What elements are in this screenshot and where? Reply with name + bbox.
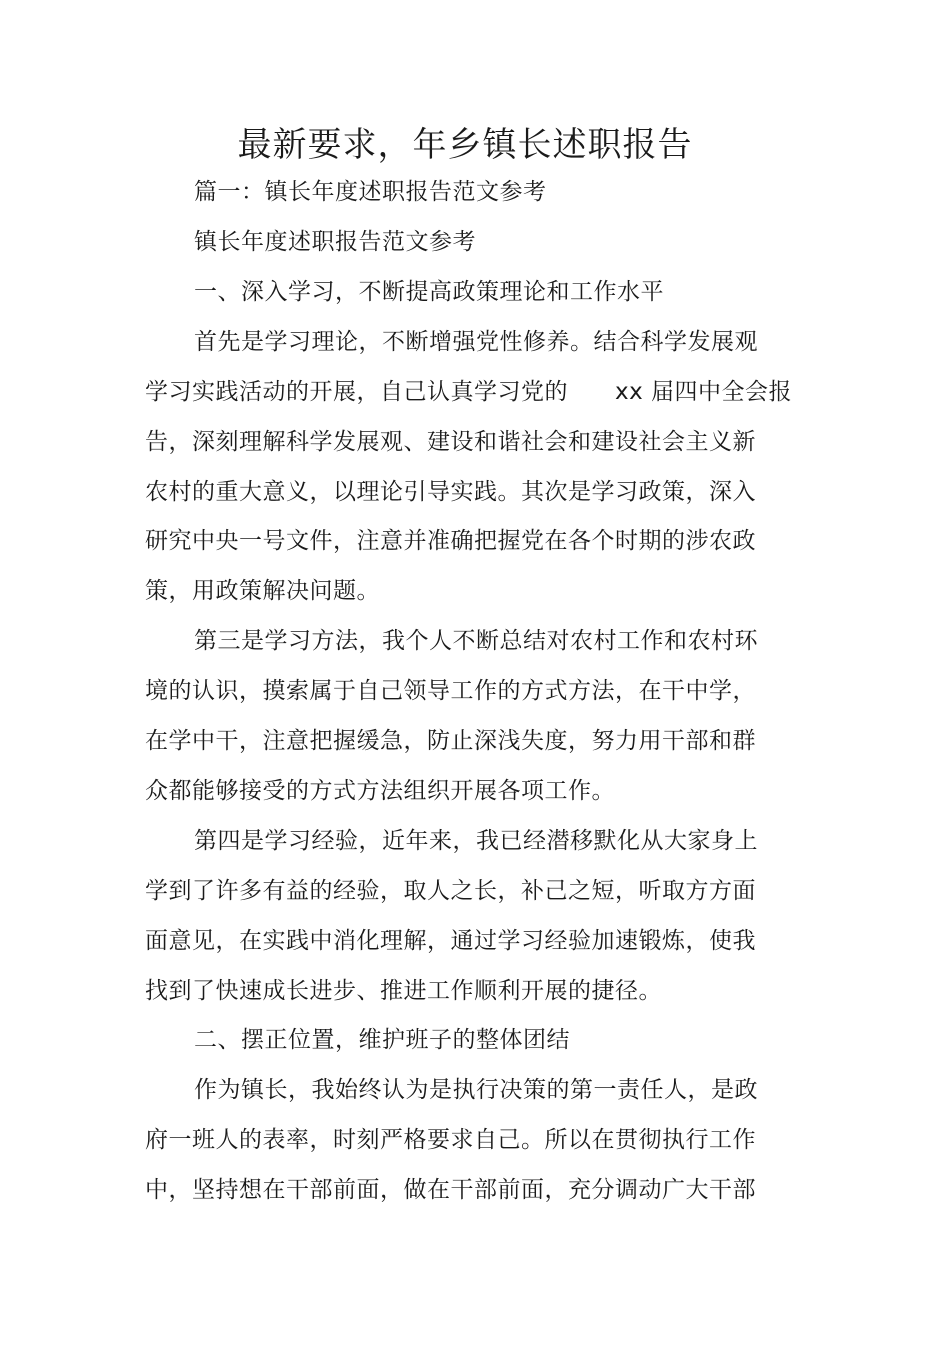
paragraph-line: 府一班人的表率，时刻严格要求自己。所以在贯彻执行工作 bbox=[145, 1127, 756, 1153]
paragraph-line: 作为镇长，我始终认为是执行决策的第一责任人，是政 bbox=[194, 1077, 758, 1103]
paragraph-line: 找到了快速成长进步、推进工作顺利开展的捷径。 bbox=[145, 978, 662, 1004]
paragraph-line: 农村的重大意义，以理论引导实践。其次是学习政策，深入 bbox=[145, 479, 756, 505]
paragraph-line: 第四是学习经验，近年来，我已经潜移默化从大家身上 bbox=[194, 828, 758, 854]
paragraph-line: 研究中央一号文件，注意并准确把握党在各个时期的涉农政 bbox=[145, 528, 756, 554]
paragraph-line: 境的认识，摸索属于自己领导工作的方式方法，在干中学， bbox=[145, 678, 756, 704]
section-heading: 一、深入学习，不断提高政策理论和工作水平 bbox=[194, 279, 664, 305]
subtitle: 镇长年度述职报告范文参考 bbox=[194, 229, 476, 255]
document-title: 最新要求，年乡镇长述职报告 bbox=[237, 125, 693, 165]
paragraph-line: 首先是学习理论，不断增强党性修养。结合科学发展观 bbox=[194, 329, 758, 355]
paragraph-line: 告，深刻理解科学发展观、建设和谐社会和建设社会主义新 bbox=[145, 429, 756, 455]
paragraph-line: 策，用政策解决问题。 bbox=[145, 578, 380, 604]
section-heading: 篇一：镇长年度述职报告范文参考 bbox=[194, 179, 547, 205]
section-heading: 二、摆正位置，维护班子的整体团结 bbox=[194, 1027, 570, 1053]
paragraph-line: 面意见，在实践中消化理解，通过学习经验加速锻炼，使我 bbox=[145, 928, 756, 954]
paragraph-line: 中，坚持想在干部前面，做在干部前面，充分调动广大干部 bbox=[145, 1177, 756, 1203]
paragraph-line: 第三是学习方法，我个人不断总结对农村工作和农村环 bbox=[194, 628, 758, 654]
paragraph-line: 在学中干，注意把握缓急，防止深浅失度，努力用干部和群 bbox=[145, 728, 756, 754]
paragraph-line: 众都能够接受的方式方法组织开展各项工作。 bbox=[145, 778, 615, 804]
paragraph-line: 学到了许多有益的经验，取人之长，补己之短，听取方方面 bbox=[145, 878, 756, 904]
paragraph-line: 学习实践活动的开展，自己认真学习党的 xx 届四中全会报 bbox=[145, 379, 793, 405]
